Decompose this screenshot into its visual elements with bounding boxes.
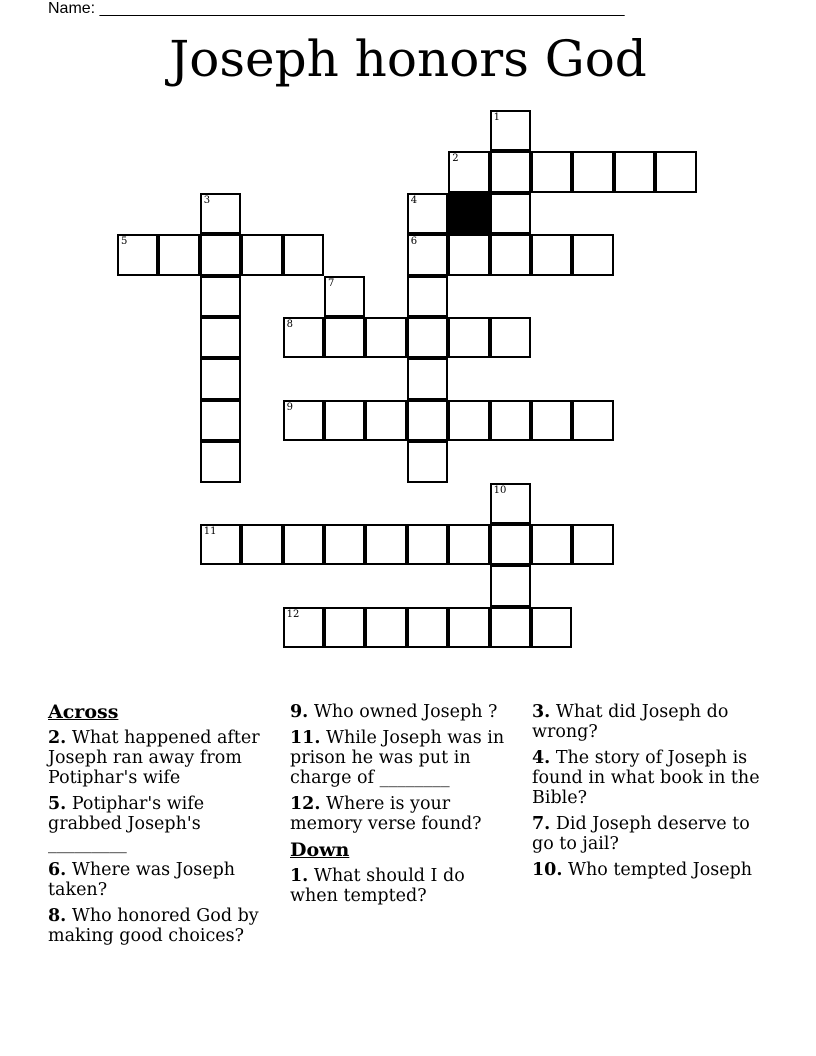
- clue-number-label: 8: [286, 319, 293, 330]
- clue-down-4: [532, 748, 767, 808]
- clue-text: What happened after Joseph ran away from Potiphar's wife: [48, 728, 260, 788]
- clue-text: The story of Joseph is found in what book in the Bible?: [532, 748, 760, 808]
- name-field[interactable]: Name: ___________________________________________________________: [48, 0, 625, 17]
- clues-column-1: [48, 702, 283, 952]
- grid-cell[interactable]: [490, 151, 531, 192]
- grid-cell[interactable]: [158, 234, 199, 275]
- clue-text: Who honored God by making good choices?: [48, 906, 259, 946]
- grid-cell[interactable]: [200, 317, 241, 358]
- clue-number: 8.: [48, 906, 67, 926]
- clue-text: Who tempted Joseph: [562, 860, 753, 880]
- grid-cell[interactable]: [365, 317, 406, 358]
- grid-cell[interactable]: [200, 524, 241, 565]
- grid-cell[interactable]: [200, 441, 241, 482]
- clue-number-label: 7: [328, 277, 335, 289]
- clue-number: 11.: [290, 728, 321, 748]
- grid-cell[interactable]: [407, 607, 448, 648]
- clue-across-8: [48, 906, 283, 946]
- grid-cell[interactable]: [572, 151, 613, 192]
- grid-cell[interactable]: [407, 317, 448, 358]
- grid-cell[interactable]: [448, 400, 489, 441]
- grid-cell[interactable]: [241, 234, 282, 275]
- clue-number-label: 9: [286, 401, 293, 413]
- clues-column-3: [532, 702, 767, 886]
- grid-cell[interactable]: [407, 276, 448, 317]
- grid-cell[interactable]: [490, 193, 531, 234]
- clue-number: 6.: [48, 860, 67, 880]
- grid-cell[interactable]: [200, 234, 241, 275]
- clue-number: 1.: [290, 866, 309, 886]
- grid-cell[interactable]: [324, 400, 365, 441]
- clue-number: 9.: [290, 702, 309, 722]
- grid-cell[interactable]: [365, 400, 406, 441]
- clues-column-2: [290, 702, 510, 912]
- clue-text: Where is your memory verse found?: [290, 794, 482, 834]
- grid-cell[interactable]: [407, 193, 448, 234]
- clue-number: 7.: [532, 814, 551, 834]
- grid-cell[interactable]: [614, 151, 655, 192]
- clue-number-label: 6: [410, 236, 418, 248]
- grid-cell[interactable]: [572, 524, 613, 565]
- clue-number: 12.: [290, 794, 321, 814]
- grid-cell[interactable]: [655, 151, 696, 192]
- clue-number-label: 12: [286, 608, 300, 620]
- clue-number-label: 5: [121, 236, 128, 248]
- grid-cell[interactable]: [531, 234, 572, 275]
- down-heading: Down: [290, 839, 350, 861]
- grid-cell[interactable]: [490, 565, 531, 606]
- grid-cell[interactable]: [324, 276, 365, 317]
- clue-text: While Joseph was in prison he was put in charge of ________: [290, 728, 505, 788]
- grid-cell[interactable]: [448, 607, 489, 648]
- grid-cell[interactable]: [531, 400, 572, 441]
- grid-cell[interactable]: [407, 400, 448, 441]
- clue-text: Potiphar's wife grabbed Joseph's _________: [48, 794, 205, 854]
- grid-cell[interactable]: [283, 400, 324, 441]
- grid-cell[interactable]: [283, 607, 324, 648]
- grid-cell[interactable]: [200, 276, 241, 317]
- clue-number: 5.: [48, 794, 67, 814]
- grid-cell[interactable]: [407, 524, 448, 565]
- clue-down-7: [532, 814, 767, 854]
- grid-cell[interactable]: [448, 234, 489, 275]
- grid-cell[interactable]: [490, 317, 531, 358]
- grid-cell[interactable]: [448, 317, 489, 358]
- grid-cell[interactable]: [283, 234, 324, 275]
- clue-text: What should I do when tempted?: [290, 866, 465, 906]
- grid-cell[interactable]: [572, 234, 613, 275]
- grid-cell[interactable]: [283, 524, 324, 565]
- clue-across-6: [48, 860, 283, 900]
- clue-text: Who owned Joseph ?: [308, 702, 498, 722]
- grid-cell[interactable]: [490, 524, 531, 565]
- grid-cell[interactable]: [117, 234, 158, 275]
- grid-cell[interactable]: [490, 483, 531, 524]
- grid-cell[interactable]: [448, 151, 489, 192]
- grid-cell[interactable]: [324, 607, 365, 648]
- grid-cell[interactable]: [490, 234, 531, 275]
- grid-cell[interactable]: [407, 358, 448, 399]
- clue-across-11: [290, 728, 510, 788]
- grid-cell[interactable]: [324, 317, 365, 358]
- grid-cell[interactable]: [531, 607, 572, 648]
- clue-across-12: [290, 794, 510, 834]
- grid-cell[interactable]: [365, 607, 406, 648]
- black-cell: [448, 193, 489, 234]
- grid-cell[interactable]: [572, 400, 613, 441]
- clue-number-label: 4: [410, 194, 418, 206]
- grid-cell[interactable]: [490, 607, 531, 648]
- grid-cell[interactable]: [407, 234, 448, 275]
- grid-cell[interactable]: [365, 524, 406, 565]
- clue-down-10: [532, 860, 767, 880]
- clue-number-label: 10: [493, 484, 507, 496]
- clue-number: 2.: [48, 728, 67, 748]
- clue-text: Where was Joseph taken?: [48, 860, 236, 900]
- grid-cell[interactable]: [531, 151, 572, 192]
- clue-down-3: [532, 702, 767, 742]
- clue-number-label: 2: [452, 153, 459, 165]
- clue-across-9: [290, 702, 510, 722]
- clue-across-5: [48, 794, 283, 854]
- clue-text: What did Joseph do wrong?: [532, 702, 729, 742]
- clue-number: 10.: [532, 860, 563, 880]
- across-heading: Across: [48, 701, 119, 723]
- grid-cell[interactable]: [490, 110, 531, 151]
- grid-cell[interactable]: [531, 524, 572, 565]
- grid-cell[interactable]: [490, 400, 531, 441]
- clue-number-label: 11: [203, 526, 217, 537]
- grid-cell[interactable]: [200, 400, 241, 441]
- page-title: Joseph honors God: [169, 30, 647, 88]
- clue-number: 3.: [532, 702, 551, 722]
- grid-cell[interactable]: [200, 358, 241, 399]
- grid-cell[interactable]: [283, 317, 324, 358]
- grid-cell[interactable]: [241, 524, 282, 565]
- clue-text: Did Joseph deserve to go to jail?: [532, 814, 750, 854]
- clue-across-2: [48, 728, 283, 788]
- clue-number-label: 3: [203, 194, 211, 206]
- grid-cell[interactable]: [448, 524, 489, 565]
- grid-cell[interactable]: [407, 441, 448, 482]
- grid-cell[interactable]: [324, 524, 365, 565]
- clue-number: 4.: [532, 748, 551, 768]
- clue-number-label: 1: [493, 112, 500, 123]
- clue-down-1: [290, 866, 510, 906]
- grid-cell[interactable]: [200, 193, 241, 234]
